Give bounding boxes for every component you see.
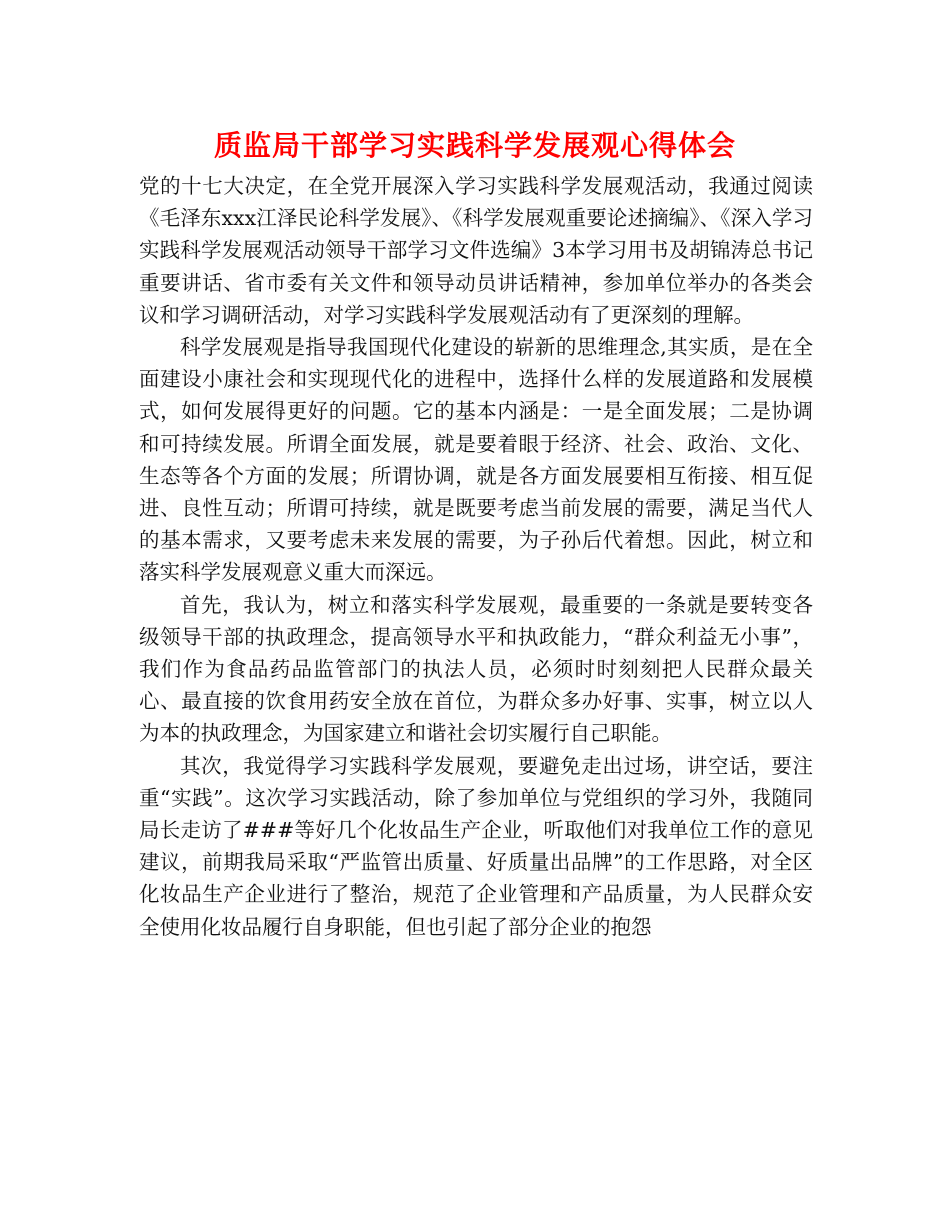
paragraph-intro: 党的十七大决定，在全党开展深入学习实践科学发展观活动，我通过阅读《毛泽东xxx江泽民论科学发展》、《科学发展观重要论述摘编》、《深入学习实践科学发展观活动领导干部学习文件选编》3本学习用书及胡锦涛总书记重要讲话、省市委有关文件和领导动员讲话精神，参加单位举办的各类会议和学习调研活动，对学习实践科学发展观活动有了更深刻的理解。 (139, 174, 813, 327)
paragraph-first-point: 首先，我认为，树立和落实科学发展观，最重要的一条就是要转变各级领导干部的执政理念，提高领导水平和执政能力，“群众利益无小事”，我们作为食品药品监管部门的执法人员，必须时时刻刻把人民群众最关心、最直接的饮食用药安全放在首位，为群众多办好事、实事，树立以人为本的执政理念，为国家建立和谐社会切实履行自己职能。 (139, 592, 813, 746)
paragraph-definition: 科学发展观是指导我国现代化建设的崭新的思维理念,其实质，是在全面建设小康社会和实现现代化的进程中，选择什么样的发展道路和发展模式，如何发展得更好的问题。它的基本内涵是：一是全面发展；二是协调和可持续发展。所谓全面发展，就是要着眼于经济、社会、政治、文化、生态等各个方面的发展；所谓协调，就是各方面发展要相互衔接、相互促进、良性互动；所谓可持续，就是既要考虑当前发展的需要，满足当代人的基本需求，又要考虑未来发展的需要，为子孙后代着想。因此，树立和落实科学发展观意义重大而深远。 (139, 335, 813, 585)
document-body (139, 170, 813, 943)
paragraph-second-point: 其次，我觉得学习实践科学发展观，要避免走出过场，讲空话，要注重“实践”。这次学习实践活动，除了参加单位与党组织的学习外，我随同局长走访了###等好几个化妆品生产企业，听取他们对我单位工作的意见建议，前期我局采取“严监管出质量、好质量出品牌”的工作思路，对全区化妆品生产企业进行了整治，规范了企业管理和产品质量，为人民群众安全使用化妆品履行自身职能，但也引起了部分企业的抱怨 (139, 753, 813, 939)
document-title: 质监局干部学习实践科学发展观心得体会 (213, 129, 736, 162)
